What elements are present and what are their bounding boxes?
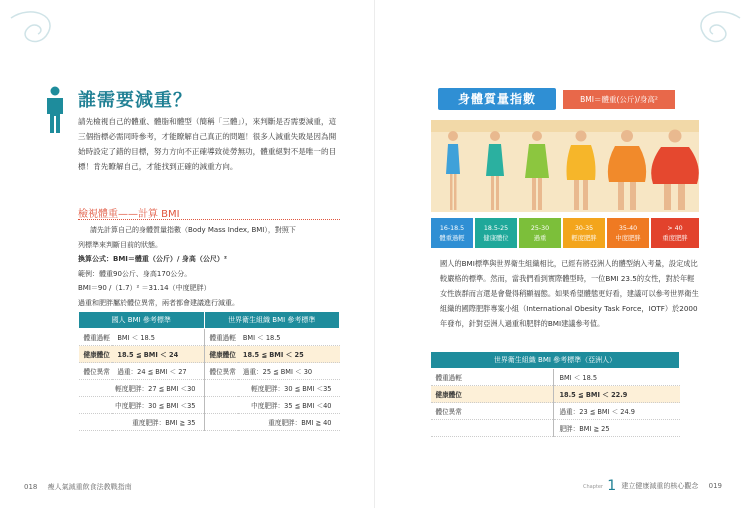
bmi-scale-segment <box>519 218 561 248</box>
table-cell: 18.5 ≦ BMI ＜ 24 <box>112 346 204 363</box>
segment-label: 健康體位 <box>483 234 509 242</box>
table-row <box>79 414 340 431</box>
table-cell <box>79 380 113 397</box>
section-heading: 檢視體重——計算 BMI <box>78 209 180 220</box>
table-cell: 重度肥胖：BMI ≧ 40 <box>238 414 340 431</box>
right-page <box>375 0 750 508</box>
table-row <box>431 403 680 420</box>
calc-line: BMI＝90 /（1.7）² ＝31.14（中度肥胖） <box>78 284 211 293</box>
calc-line: 請先計算自己的身體質量指數（Body Mass Index, BMI），對照下 <box>90 226 296 234</box>
segment-label: 過重 <box>533 234 547 242</box>
section-divider <box>78 219 340 220</box>
table-cell: 過重：24 ≦ BMI ＜ 27 <box>112 363 204 380</box>
bmi-calculation-text <box>78 223 340 311</box>
table-row <box>79 363 340 380</box>
segment-range: > 40 <box>667 225 683 232</box>
segment-range: 18.5-25 <box>483 225 509 232</box>
bmi-scale-segment <box>475 218 517 248</box>
table-header: 世界衛生組織 BMI 參考標準 <box>204 312 340 329</box>
segment-label: 重度肥胖 <box>662 234 688 242</box>
segment-range: 25-30 <box>530 225 550 232</box>
table-cell: 過重：23 ≦ BMI ＜ 24.9 <box>554 403 680 420</box>
table-cell: 體位異常 <box>79 363 113 380</box>
table-cell <box>79 397 113 414</box>
table-cell: 健康體位 <box>431 386 554 403</box>
table-cell <box>431 420 554 437</box>
calc-line: 過重和肥胖屬於體位異常，兩者都會建議進行減重。 <box>78 298 239 307</box>
table-row <box>79 346 340 363</box>
segment-range: 30-35 <box>574 225 594 232</box>
table-cell <box>204 414 238 431</box>
table-cell: 18.5 ≦ BMI ＜ 25 <box>238 346 340 363</box>
page-footer <box>583 478 722 494</box>
table-cell: 輕度肥胖：30 ≦ BMI ＜35 <box>238 380 340 397</box>
asian-bmi-reference-table <box>430 351 680 437</box>
table-cell <box>79 414 113 431</box>
bmi-scale <box>431 218 699 248</box>
table-cell: 重度肥胖：BMI ≧ 35 <box>112 414 204 431</box>
table-cell: 體位異常 <box>431 403 554 420</box>
chapter-label: Chapter <box>583 484 603 490</box>
bmi-infographic-title: 身體質量指數 <box>438 88 556 110</box>
decorative-swirl-icon <box>675 8 745 58</box>
table-row <box>79 397 340 414</box>
table-header: 世界衛生組織 BMI 參考標準（亞洲人） <box>431 352 680 369</box>
right-paragraph <box>430 256 700 331</box>
segment-label: 中度肥胖 <box>615 234 641 242</box>
table-cell: 中度肥胖：35 ≦ BMI ＜40 <box>238 397 340 414</box>
bmi-scale-segment <box>431 218 473 248</box>
segment-range: 35-40 <box>618 225 638 232</box>
page-footer <box>24 482 132 492</box>
table-cell: 18.5 ≦ BMI ＜ 22.9 <box>554 386 680 403</box>
page-number: 018 <box>24 483 38 491</box>
table-cell: 中度肥胖：30 ≦ BMI ＜35 <box>112 397 204 414</box>
table-cell: BMI ＜ 18.5 <box>238 329 340 346</box>
body-shapes-illustration <box>431 120 699 212</box>
bmi-scale-segment <box>607 218 649 248</box>
bmi-reference-table <box>78 311 340 431</box>
table-cell: BMI ＜ 18.5 <box>554 369 680 386</box>
table-row <box>431 386 680 403</box>
table-cell: 體位異常 <box>204 363 238 380</box>
book-title: 瘦人氣減重飲食法教戰指南 <box>47 483 132 491</box>
calc-formula: 換算公式：BMI＝體重（公斤）/ 身高（公尺）² <box>78 255 227 264</box>
table-cell: 體重過輕 <box>431 369 554 386</box>
table-cell: 健康體位 <box>79 346 113 363</box>
table-row <box>431 369 680 386</box>
table-cell: 過重：25 ≦ BMI ＜ 30 <box>238 363 340 380</box>
table-cell <box>204 380 238 397</box>
bmi-scale-segment <box>651 218 699 248</box>
table-cell: 體重過輕 <box>79 329 113 346</box>
table-cell: BMI ＜ 18.5 <box>112 329 204 346</box>
segment-label: 輕度肥胖 <box>571 234 597 242</box>
bmi-scale-segment <box>563 218 605 248</box>
table-header: 國人 BMI 參考標準 <box>79 312 205 329</box>
table-cell: 肥胖：BMI ≧ 25 <box>554 420 680 437</box>
table-row <box>431 420 680 437</box>
bmi-formula-badge: BMI＝體重(公斤)/身高² <box>563 90 675 109</box>
paragraph-text: 國人的BMI標準與世界衛生組織相比，已經有將亞洲人的體型納入考量，設定成比較嚴格的標準。然而，當我們看到實際體型時，一位BMI 23.5的女性，對於年輕女性族群而言還是會覺得稍顯福態。如果希望體態更好看，建議可以參考世界衛生組織的國際肥胖專案小組（International Obesity Task Force，IOTF）於2000年發布，針對亞洲人過重和肥胖的BMI建議參考值。 <box>440 259 699 328</box>
page-number: 019 <box>708 482 722 490</box>
table-cell: 健康體位 <box>204 346 238 363</box>
person-icon <box>44 86 66 134</box>
segment-range: 16-18.5 <box>439 225 465 232</box>
chapter-title: 建立健康減重的核心觀念 <box>621 482 699 490</box>
chapter-number: 1 <box>607 478 617 494</box>
calc-line: 列標準來判斷目前的狀態。 <box>78 240 162 249</box>
table-row <box>79 380 340 397</box>
table-row <box>79 329 340 346</box>
table-cell <box>204 397 238 414</box>
segment-label: 體重過輕 <box>439 234 465 242</box>
calc-line: 範例：體重90公斤、身高170公分。 <box>78 269 192 278</box>
table-cell: 體重過輕 <box>204 329 238 346</box>
page-title: 誰需要減重？ <box>78 90 192 111</box>
table-cell: 輕度肥胖：27 ≦ BMI ＜30 <box>112 380 204 397</box>
intro-paragraph: 請先檢視自己的體重、體脂和體型（簡稱「三體」），來判斷是否需要減重，這三個指標必需同時參考，才能瞭解自己真正的問題！很多人減重失敗是因為開始時設定了錯的目標，努力方向不正確導致徒勞無功，體重絕對不是唯一的目標！肯先瞭解自己，才能找到正確的減重方向。 <box>78 117 337 171</box>
decorative-swirl-icon <box>6 8 76 58</box>
